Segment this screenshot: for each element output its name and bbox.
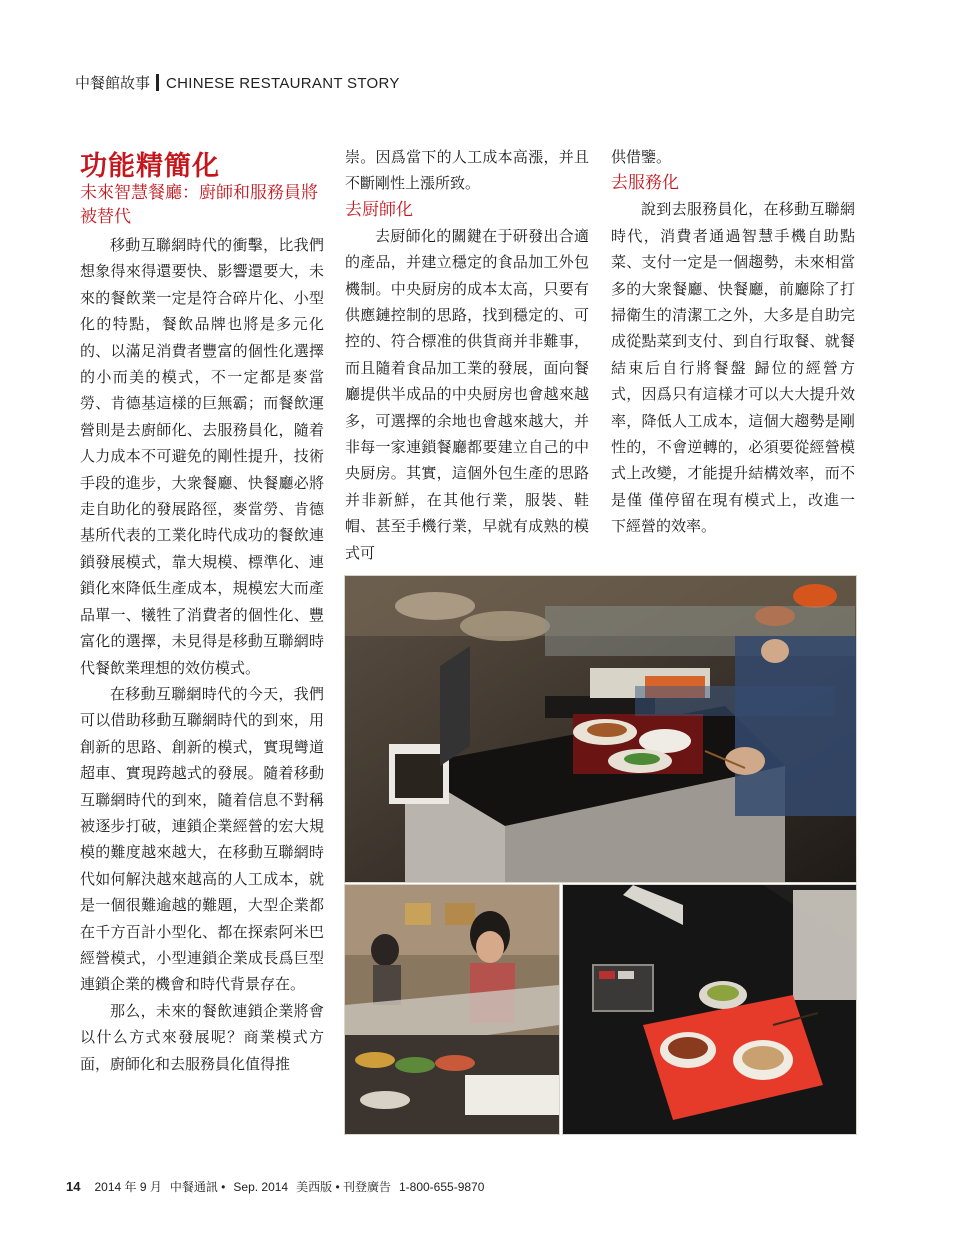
footer-phone: 1-800-655-9870 — [398, 1180, 485, 1194]
paragraph: 說到去服務員化，在移動互聯網時代，消費者通過智慧手機自助點菜、支付一定是一個趨勢，未來相當多的大衆餐廳、快餐廳，前廳除了打掃衛生的清潔工之外，大多是自助完成從點菜到支付、到自行取餐、就餐結束后自行將餐盤 歸位的經營方式，因爲只有這樣才可以大大提升效率，降低人工成本，這個大趨勢是剛性的，不會逆轉的，必須要從經營模式上改變，才能提升結構效率，而不是僅 僅停留在現有模式上，改進一下經營的效率。 — [611, 200, 855, 536]
paragraph: 崇。因爲當下的人工成本高漲，并且不斷剛性上漲所致。 — [345, 148, 589, 193]
article-subtitle: 未來智慧餐廳：廚師和服務員將被替代 — [80, 183, 318, 227]
paragraph: 那么，未來的餐飲連鎖企業將會以什么方式來發展呢？商業模式方面，廚師化和去服務員化值得推 — [80, 1001, 324, 1073]
text-column-2 — [345, 144, 589, 566]
header-en: CHINESE RESTAURANT STORY — [166, 75, 400, 92]
running-header — [75, 72, 400, 93]
paragraph: 去厨師化的關鍵在于研發出合適的產品，并建立穩定的食品加工外包機制。中央厨房的成本太高，只要有供應鏈控制的思路，找到穩定的、可控的、符合標准的供貨商并非難事，而且隨着食品加工業的發展，面向餐廳提供半成品的中央厨房也會越來越多，可選擇的余地也會越來越大，并非每一家連鎖餐廳都要建立自己的中央厨房。其實，這個外包生產的思路并非新鮮，在其他行業，服裝、鞋帽、甚至手機行業，早就有成熟的模式可 — [345, 226, 589, 562]
photo-smart-table-tray — [562, 884, 857, 1135]
paragraph: 移動互聯網時代的衝擊，比我們想象得來得還要快、影響還要大，未來的餐飲業一定是符合碎片化、小型化的特點，餐飲品牌也將是多元化的、以滿足消費者豐富的個性化選擇的小而美的模式，不一定都是麥當勞、肯德基這樣的巨無霸；而餐飲運營則是去廚師化、去服務員化，隨着人力成本不可避免的剛性提升，技術手段的進步，大衆餐廳、快餐廳必將走自助化的發展路徑，麥當勞、肯德基所代表的工業化時代成功的餐飲連鎖發展模式，靠大規模、標準化、連鎖化來降低生產成本，規模宏大而產品單一、犧牲了消費者的個性化、豐富化的選擇，未見得是移動互聯網時代餐飲業理想的效仿模式。 — [80, 236, 324, 677]
header-zh: 中餐館故事 — [75, 74, 151, 92]
header-divider — [156, 74, 159, 91]
page-number: 14 — [66, 1179, 81, 1194]
section-heading: 去服務化 — [611, 173, 679, 194]
section-heading: 去厨師化 — [345, 199, 413, 220]
article-title: 功能精簡化 — [80, 151, 220, 182]
page-footer — [66, 1178, 492, 1195]
text-column-3 — [611, 144, 855, 540]
photo-buffet-line — [344, 884, 560, 1135]
footer-publication: 中餐通訊 • — [169, 1180, 226, 1194]
paragraph: 在移動互聯網時代的今天，我們可以借助移動互聯網時代的到來，用創新的思路、創新的模式，實現彎道超車、實現跨越式的發展。隨着移動互聯網時代的到來，隨着信息不對稱被逐步打破，連鎖企業經營的宏大規模的難度越來越大，在移動互聯網時代如何解決越來越高的人工成本，就是一個很難逾越的難題，大型企業都在千方百計小型化、都在探索阿米巴經營模式，小型連鎖企業成長爲巨型連鎖企業的機會和時代背景存在。 — [80, 684, 324, 994]
footer-date: 2014 年 9 月 — [94, 1180, 162, 1194]
photo-smart-counter — [344, 575, 857, 883]
text-column-1 — [80, 232, 324, 1077]
footer-date-en: Sep. 2014 — [233, 1180, 289, 1194]
paragraph: 供借鑒。 — [611, 148, 672, 166]
footer-edition: 美西版 • 刊登廣告 — [296, 1180, 391, 1194]
